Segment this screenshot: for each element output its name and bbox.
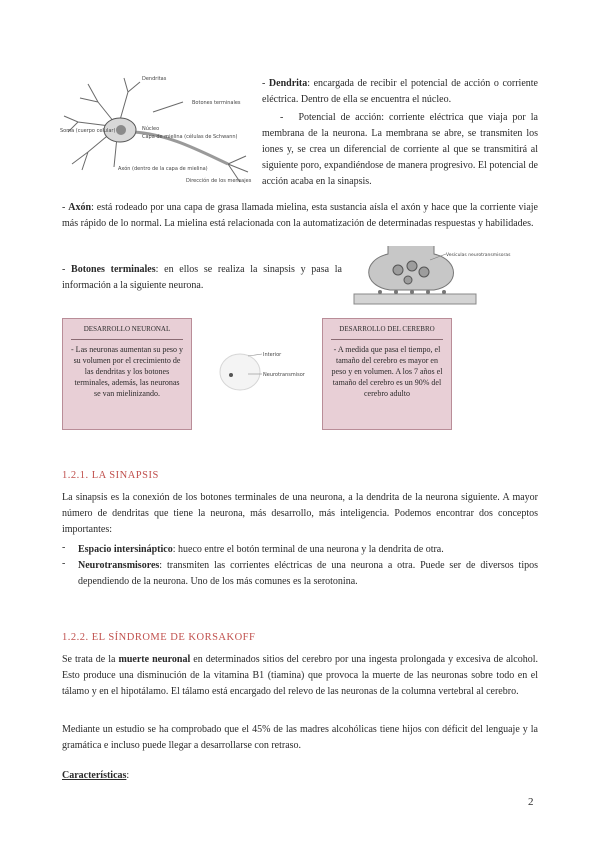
item2-bullet: - [62,558,66,569]
item-espacio-intersinaptico [78,542,538,558]
page-number: 2 [528,796,534,808]
label-axon: Axón (dentro de la capa de mielina) [118,166,208,172]
caracteristicas-label: Características: [62,770,130,781]
item2-term: Neurotransmisores [78,560,160,571]
axon-text: : está rodeado por una capa de grasa llamada mielina, esta sustancia aísla el axón y hace que la corriente viaje más rápido de lo normal. La mielina está relacionada con la automatización de determinadas respuestas y habilidades. [62,202,538,229]
box-left-text: - Las neuronas aumentan su peso y su volumen por el crecimiento de las dendritas y los botones terminales, además, las neuronas se van mielinizando. [71,345,183,398]
dendrita-paragraph: - Dendrita: encargada de recibir el potencial de acción o corriente eléctrica. Dentro de ella se encuentra el núcleo. [262,78,538,105]
item1-text: : hueco entre el botón terminal de una neurona y la dendrita de otra. [172,544,444,555]
axon-term: Axón [68,202,92,213]
section-sinapsis-heading: 1.2.1. LA SINAPSIS [62,470,159,481]
cell-label-2: Neurotransmisor [263,372,305,378]
box-left-divider [71,339,183,340]
korsakoff-paragraph: Se trata de la muerte neuronal en determinados sitios del cerebro por una ingesta prolongada y excesiva de alcohol. Esto produce una disminución de la vitamina B1 (tiamina) que provoca la muerte de las neuronas sobre todo en el tálamo y en el hipotálamo. El tálamo está encargado del relevo de las neuronas de la columna vertebral al cerebro. [62,654,539,697]
label-dendritas: Dendritas [142,76,167,82]
box-right-divider [331,339,443,340]
label-direccion: Dirección de los mensajes [186,178,252,184]
label-nucleo: Núcleo [142,126,160,132]
box-desarrollo-cerebro [322,318,452,430]
item1-bullet: - [62,542,66,553]
label-soma: Soma (cuerpo celular) [60,128,116,134]
botones-term: Botones terminales [71,264,156,275]
botones-text: : en ellos se realiza la sinapsis y pasa la información a la siguiente neurona. [62,264,342,291]
item-neurotransmisores [78,558,538,590]
item1-term: Espacio intersináptico [78,544,173,555]
box-right-title: DESARROLLO DEL CEREBRO [339,325,435,333]
synapse-label: Vesículas neurotransmisoras [446,253,511,258]
potencial-text: Potencial de acción: corriente eléctrica que viaja por la membrana de la neurona. La membrana se abre, se transmiten los iones y, se crea un diferencial de corriente al que se transmitirá al siguiente poro, expandiéndose de manera progresivo. El potencial de acción acaba en la sinapsis. [262,112,538,187]
cell-figure [218,344,308,400]
label-mielina: Capa de mielina (células de Schwann) [142,134,238,140]
label-botones: Botones terminales [192,100,241,106]
box-desarrollo-neuronal [62,318,192,430]
botones-paragraph: - Botones terminales: en ellos se realiza la sinapsis y pasa la información a la siguiente neurona. [62,264,342,291]
section-korsakoff-heading: 1.2.2. EL SÍNDROME DE KORSAKOFF [62,632,256,643]
cell-label-1: Interior [263,352,282,358]
axon-paragraph: - Axón: está rodeado por una capa de grasa llamada mielina, esta sustancia aísla el axón y hace que la corriente viaje más rápido de lo normal. La mielina está relacionada con la automatización de determinadas respuestas y habilidades. [62,202,538,229]
potencial-paragraph [262,110,538,190]
synapse-figure [350,246,511,310]
potencial-bullet: - [280,112,284,123]
box-right-text: - A medida que pasa el tiempo, el tamaño del cerebro es mayor en peso y en volumen. A los 7 años el tamaño del cerebro es un 90% del cerebro adulto [331,345,443,398]
box-left-title: DESARROLLO NEURONAL [83,325,171,333]
muerte-neuronal-term: muerte neuronal [118,654,191,665]
item2-text: : transmiten las corrientes eléctricas de una neurona a otra. Puede ser de diversos tipos dependiendo de la neurona. Uno de los más comunes es la serotonina. [78,560,538,587]
dendrita-term: Dendrita [268,78,308,89]
sinapsis-paragraph: La sinapsis es la conexión de los botones terminales de una neurona, a la dendrita de la neurona siguiente. A mayor número de dendritas que tiene la neurona, más desarrollo, más inteligencia. Podemos encontrar dos conceptos importantes: [62,492,538,535]
dendrita-text: : encargada de recibir el potencial de acción o corriente eléctrica. Dentro de ella se encuentra el núcleo. [262,78,538,105]
neuron-figure [58,72,258,194]
estudio-paragraph: Mediante un estudio se ha comprobado que el 45% de las madres alcohólicas tiene hijos con déficit del lenguaje y la gramática e incluso puede llegar a desarrollarse con retraso. [62,724,538,751]
